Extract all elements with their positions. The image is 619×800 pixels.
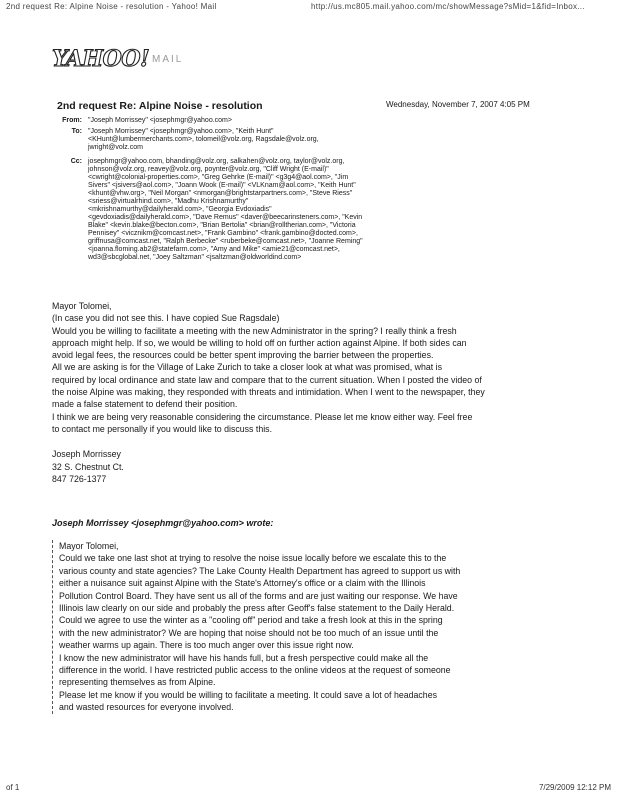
signature <box>52 448 124 486</box>
quote-paragraph: Could we take one last shot at trying to resolve the noise issue locally before we escalate this to the various county and state agencies? The Lake County Health Department has agreed to support us with either a nuisance suit against Alpine with the State's Attorney's office or a claim with the Illinois Pollution Control Board. They have sent us all of the forms and are just waiting our response. We have Illinois law clearly on our side and probably the press after Geoff's false statement to the Daily Herald. <box>59 553 461 614</box>
signature-name: Joseph Morrissey <box>52 449 121 459</box>
body-paragraph: I think we are being very reasonable considering the circumstance. Please let me know either way. Feel free to contact me personally if you would like to discuss this. <box>52 411 473 434</box>
cc-label: Cc: <box>70 158 82 165</box>
quote-paragraph: I know the new administrator will have his hands full, but a fresh perspective could make all the difference in the world. I have restricted public access to the online videos at the request of someone representing themselves as from Alpine. <box>59 652 451 688</box>
quote-greeting: Mayor Tolomei, <box>59 541 119 551</box>
message-date: Wednesday, November 7, 2007 4:05 PM <box>386 100 530 109</box>
body-greeting: Mayor Tolomei, <box>52 301 112 311</box>
message-body <box>52 300 572 435</box>
quote-paragraph: Please let me know if you would be willing to facilitate a meeting. It could save a lot of headaches and wasted resources for everyone involved. <box>59 689 437 713</box>
quote-paragraph: Could we agree to use the winter as a "cooling off" period and take a fresh look at this in the spring with the new administrator? We are hoping that noise should not be too much of an issue until the weather warms up again. There is too much anger over this issue right now. <box>59 615 443 651</box>
signature-address: 32 S. Chestnut Ct. <box>52 461 124 472</box>
print-header-title: 2nd request Re: Alpine Noise - resolution - Yahoo! Mail <box>6 2 217 11</box>
message-headers <box>52 117 552 287</box>
yahoo-logo: YAHOO! <box>52 46 150 72</box>
print-timestamp: 7/29/2009 12:12 PM <box>538 783 611 792</box>
to-label: To: <box>71 128 82 135</box>
print-header <box>6 2 613 11</box>
from-value: "Joseph Morrissey" <josephmgr@yahoo.com> <box>88 117 232 124</box>
message-subject: 2nd request Re: Alpine Noise - resolution <box>57 100 263 112</box>
mail-logo-text: MAIL <box>152 54 184 65</box>
body-paragraph: All we are asking is for the Village of Lake Zurich to take a closer look at what was promised, what is required by local ordinance and state law and compare that to the current situation. When I posted the video of the noise Alpine was making, they responded with threats and intimidation. When I went to the newspaper, they made a false statement to defend their position. <box>52 362 485 410</box>
signature-phone: 847 726-1377 <box>52 474 107 485</box>
from-label: From: <box>62 117 82 124</box>
body-paragraph: (In case you did not see this. I have copied Sue Ragsdale) <box>52 313 280 324</box>
body-paragraph: Would you be willing to facilitate a meeting with the new Administrator in the spring? I really think a fresh approach might help. If so, we would be willing to hold off on further action against Alpine. If both sides can avoid legal fees, the resources could be better spent improving the barrier between the properties. <box>52 325 467 361</box>
page-count: of 1 <box>6 783 20 792</box>
quoted-message <box>52 540 584 714</box>
quote-attribution: Joseph Morrissey <josephmgr@yahoo.com> wrote: <box>52 518 274 528</box>
print-header-url: http://us.mc805.mail.yahoo.com/mc/showMessage?sMid=1&fid=Inbox... <box>311 2 585 11</box>
to-value: "Joseph Morrissey" <josephmgr@yahoo.com>, "Keith Hunt" <KHunt@lumbermerchants.com>, tolomeil@volz.org, Ragsdale@volz.org, jwright@volz.com <box>88 128 319 151</box>
cc-value: josephmgr@yahoo.com, bhanding@volz.org, salkahen@volz.org, taylor@volz.org, johnson@volz.org, reavey@volz.org, poynter@volz.org, "Cliff Wright (E-mail)" <cwright@colonial-properties.com>, "Greg Gehrke (E-mail)" <g3g4@aol.com>, "Jim Sivers" <jsivers@aol.com>, "Joann Wook (E-mail)" <VLKnam@aol.com>, "Keith Hunt" <khunt@vhw.org>, "Neil Morgan" <nmorgan@brightstarpartners.com>, "Steve Riess" <sriess@virtualrhind.com>, "Madhu Krishnamurthy" <mkrishnamurthy@dailyherald.com>, "Georgia Evdoxiadis" <gevdoxiadis@dailyherald.com>, "Dave Remus" <daver@beecarinsteners.com>, "Kevin Blake" <kevin.blake@becton.com>, "Brian Bertolia" <brian@rolltherian.com>, "Victoria Pennisey" <vicznikm@comcast.net>, "Frank Gambino" <frank.gambino@docted.com>, griffnusa@comcast.net, "Ralph Berbecke" <ruberbeke@comcast.net>, "Joanne Reming" <joanna.floming.ab2@statefarm.com>, "Amy and Mike" <amie21@comcast.net>, wd3@sbcglobal.net, "Joey Saltzman" <jsaltzman@oldworldind.com> <box>88 158 363 261</box>
